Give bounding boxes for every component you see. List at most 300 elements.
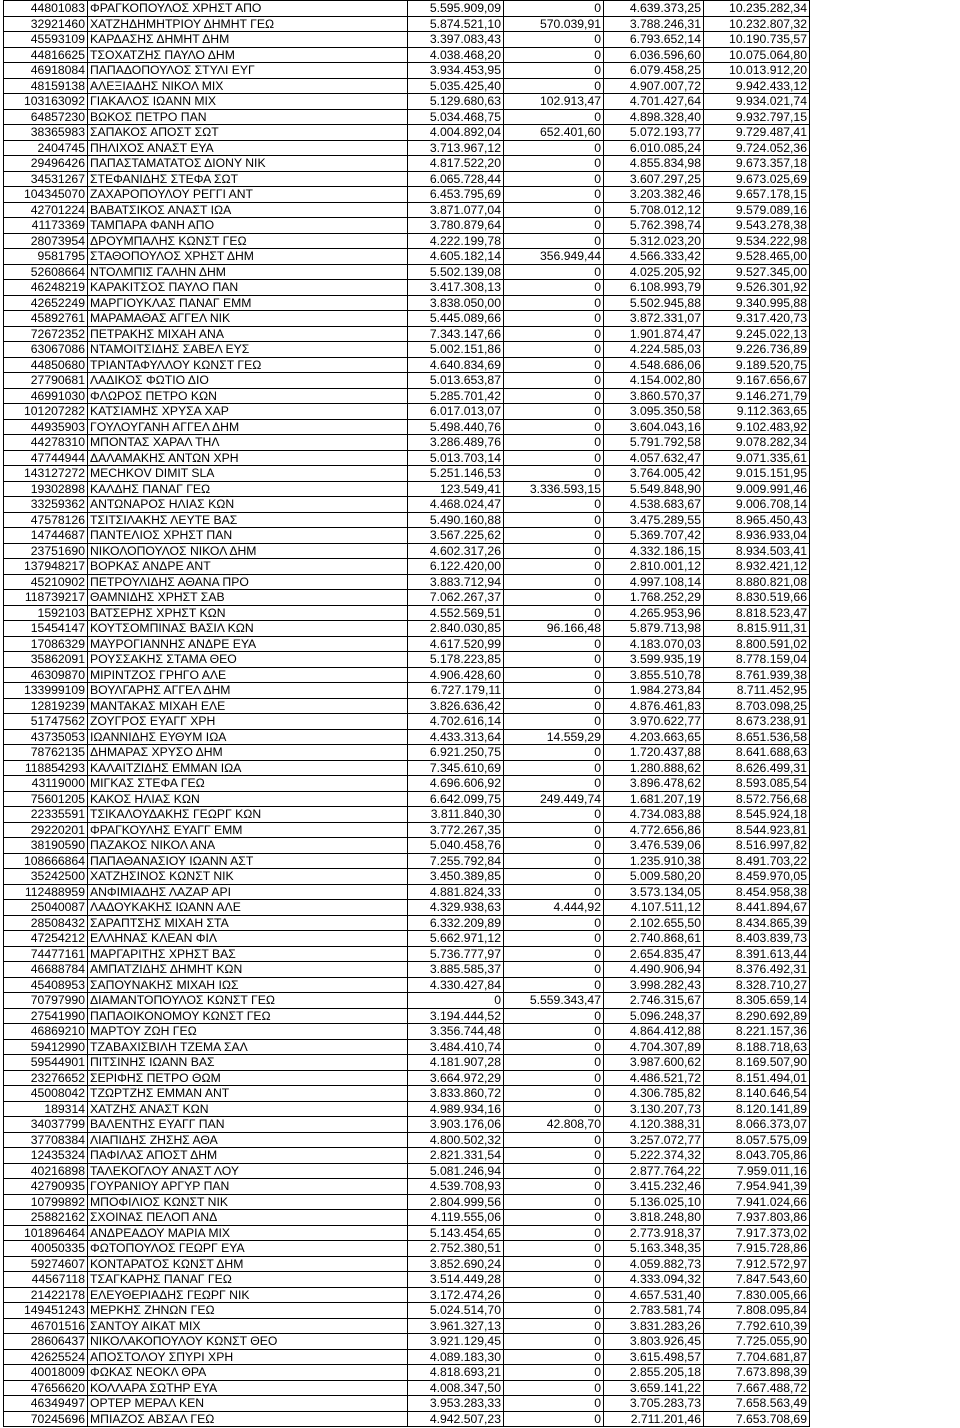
name-cell: ΝΤΑΜΟΙΤΣΙΔΗΣ ΣΑΒΕΛ ΕΥΣ — [88, 342, 408, 358]
total-cell: 9.527.345,00 — [704, 264, 810, 280]
amount-1-cell: 5.490.160,88 — [408, 512, 504, 528]
total-cell: 8.391.613,44 — [704, 946, 810, 962]
amount-3-cell: 1.681.207,19 — [604, 791, 704, 807]
spacer-cell — [810, 481, 954, 497]
total-cell: 7.917.373,02 — [704, 1225, 810, 1241]
id-cell: 42625524 — [4, 1349, 88, 1365]
spacer-cell — [810, 621, 954, 637]
amount-1-cell: 5.143.454,65 — [408, 1225, 504, 1241]
name-cell: ΑΝΤΩΝΑΡΟΣ ΗΛΙΑΣ ΚΩΝ — [88, 497, 408, 513]
table-row — [4, 140, 954, 156]
amount-2-cell: 0 — [504, 683, 604, 699]
id-cell: 75601205 — [4, 791, 88, 807]
spacer-cell — [810, 497, 954, 513]
data-table — [3, 0, 954, 1427]
amount-1-cell: 4.329.938,63 — [408, 900, 504, 916]
total-cell: 7.912.572,97 — [704, 1256, 810, 1272]
name-cell: ΤΖΑΒΑΧΙΣΒΙΛΗ ΤΖΕΜΑ ΣΑΛ — [88, 1039, 408, 1055]
id-cell: 44567118 — [4, 1272, 88, 1288]
amount-2-cell: 0 — [504, 187, 604, 203]
amount-1-cell: 4.605.182,14 — [408, 249, 504, 265]
amount-1-cell: 5.040.458,76 — [408, 838, 504, 854]
table-row — [4, 94, 954, 110]
id-cell: 45593109 — [4, 32, 88, 48]
name-cell: ΚΟΝΤΑΡΑΤΟΣ ΚΩΝΣΤ ΔΗΜ — [88, 1256, 408, 1272]
amount-1-cell: 5.024.514,70 — [408, 1303, 504, 1319]
name-cell: ΝΙΚΟΛΟΠΟΥΛΟΣ ΝΙΚΟΛ ΔΗΜ — [88, 543, 408, 559]
amount-2-cell: 0 — [504, 636, 604, 652]
total-cell: 9.245.022,13 — [704, 326, 810, 342]
total-cell: 8.932.421,12 — [704, 559, 810, 575]
name-cell: ΑΠΟΣΤΟΛΟΥ ΣΠΥΡΙ ΧΡΗ — [88, 1349, 408, 1365]
spacer-cell — [810, 404, 954, 420]
amount-3-cell: 3.987.600,62 — [604, 1055, 704, 1071]
total-cell: 8.651.536,58 — [704, 729, 810, 745]
name-cell: ΤΣΙΤΣΙΛΑΚΗΣ ΛΕΥΤΕ ΒΑΣ — [88, 512, 408, 528]
amount-3-cell: 2.711.201,46 — [604, 1411, 704, 1427]
table-row — [4, 1411, 954, 1427]
spacer-cell — [810, 931, 954, 947]
total-cell: 9.317.420,73 — [704, 311, 810, 327]
table-row — [4, 388, 954, 404]
amount-3-cell: 3.659.141,22 — [604, 1380, 704, 1396]
id-cell: 189314 — [4, 1101, 88, 1117]
amount-3-cell: 5.762.398,74 — [604, 218, 704, 234]
id-cell: 118739217 — [4, 590, 88, 606]
spacer-cell — [810, 388, 954, 404]
amount-2-cell: 0 — [504, 326, 604, 342]
table-row — [4, 931, 954, 947]
amount-3-cell: 3.764.005,42 — [604, 466, 704, 482]
amount-3-cell: 4.566.333,42 — [604, 249, 704, 265]
total-cell: 8.815.911,31 — [704, 621, 810, 637]
id-cell: 38365983 — [4, 125, 88, 141]
spacer-cell — [810, 652, 954, 668]
spacer-cell — [810, 807, 954, 823]
total-cell: 8.965.450,43 — [704, 512, 810, 528]
name-cell: ΔΑΛΑΜΑΚΗΣ ΑΝΤΩΝ ΧΡΗ — [88, 450, 408, 466]
id-cell: 45892761 — [4, 311, 88, 327]
amount-2-cell: 356.949,44 — [504, 249, 604, 265]
table-row — [4, 466, 954, 482]
amount-2-cell: 0 — [504, 1318, 604, 1334]
amount-1-cell: 4.602.317,26 — [408, 543, 504, 559]
amount-2-cell: 0 — [504, 1241, 604, 1257]
total-cell: 7.937.803,86 — [704, 1210, 810, 1226]
amount-2-cell: 0 — [504, 171, 604, 187]
id-cell: 19302898 — [4, 481, 88, 497]
spacer-cell — [810, 1117, 954, 1133]
amount-1-cell: 7.345.610,69 — [408, 760, 504, 776]
amount-3-cell: 3.607.297,25 — [604, 171, 704, 187]
spacer-cell — [810, 1101, 954, 1117]
name-cell: ΝΙΚΟΛΑΚΟΠΟΥΛΟΥ ΚΩΝΣΤ ΘΕΟ — [88, 1334, 408, 1350]
total-cell: 7.673.898,39 — [704, 1365, 810, 1381]
spacer-cell — [810, 884, 954, 900]
id-cell: 9581795 — [4, 249, 88, 265]
amount-1-cell: 5.445.089,66 — [408, 311, 504, 327]
total-cell: 8.120.141,89 — [704, 1101, 810, 1117]
amount-3-cell: 5.708.012,12 — [604, 202, 704, 218]
total-cell: 10.190.735,57 — [704, 32, 810, 48]
table-row — [4, 1380, 954, 1396]
amount-2-cell: 0 — [504, 1256, 604, 1272]
total-cell: 9.942.433,12 — [704, 78, 810, 94]
id-cell: 23751690 — [4, 543, 88, 559]
amount-3-cell: 3.615.498,57 — [604, 1349, 704, 1365]
name-cell: ΔΙΑΜΑΝΤΟΠΟΥΛΟΣ ΚΩΝΣΤ ΓΕΩ — [88, 993, 408, 1009]
spacer-cell — [810, 249, 954, 265]
spacer-cell — [810, 264, 954, 280]
total-cell: 8.403.839,73 — [704, 931, 810, 947]
name-cell: ΠΙΤΣΙΝΗΣ ΙΩΑΝΝ ΒΑΣ — [88, 1055, 408, 1071]
spacer-cell — [810, 32, 954, 48]
name-cell: ΣΑΡΑΠΤΣΗΣ ΜΙΧΑΗ ΣΤΑ — [88, 915, 408, 931]
amount-2-cell: 0 — [504, 1070, 604, 1086]
amount-1-cell: 3.852.690,24 — [408, 1256, 504, 1272]
name-cell: ΠΑΠΑΔΟΠΟΥΛΟΣ ΣΤΥΛΙ ΕΥΓ — [88, 63, 408, 79]
spacer-cell — [810, 1, 954, 17]
amount-2-cell: 0 — [504, 1334, 604, 1350]
amount-3-cell: 3.130.207,73 — [604, 1101, 704, 1117]
amount-1-cell: 3.826.636,42 — [408, 698, 504, 714]
id-cell: 27541990 — [4, 1008, 88, 1024]
amount-2-cell: 0 — [504, 946, 604, 962]
spacer-cell — [810, 342, 954, 358]
table-row — [4, 497, 954, 513]
amount-1-cell: 4.433.313,64 — [408, 729, 504, 745]
total-cell: 8.818.523,47 — [704, 605, 810, 621]
amount-1-cell: 5.178.223,85 — [408, 652, 504, 668]
amount-1-cell: 4.089.183,30 — [408, 1349, 504, 1365]
spacer-cell — [810, 1256, 954, 1272]
spacer-cell — [810, 760, 954, 776]
id-cell: 40050335 — [4, 1241, 88, 1257]
name-cell: ΣΤΕΦΑΝΙΔΗΣ ΣΤΕΦΑ ΣΩΤ — [88, 171, 408, 187]
total-cell: 8.328.710,27 — [704, 977, 810, 993]
spacer-cell — [810, 822, 954, 838]
table-row — [4, 1287, 954, 1303]
table-row — [4, 962, 954, 978]
amount-1-cell: 5.662.971,12 — [408, 931, 504, 947]
table-row — [4, 590, 954, 606]
amount-3-cell: 3.970.622,77 — [604, 714, 704, 730]
table-row — [4, 404, 954, 420]
amount-2-cell: 0 — [504, 574, 604, 590]
table-row — [4, 807, 954, 823]
name-cell: ΚΑΤΣΙΑΜΗΣ ΧΡΥΣΑ ΧΑΡ — [88, 404, 408, 420]
id-cell: 70797990 — [4, 993, 88, 1009]
amount-1-cell: 3.772.267,35 — [408, 822, 504, 838]
amount-1-cell: 4.942.507,23 — [408, 1411, 504, 1427]
spacer-cell — [810, 1039, 954, 1055]
spacer-cell — [810, 1055, 954, 1071]
id-cell: 43735053 — [4, 729, 88, 745]
amount-3-cell: 3.604.043,16 — [604, 419, 704, 435]
amount-1-cell: 3.780.879,64 — [408, 218, 504, 234]
table-row — [4, 683, 954, 699]
spacer-cell — [810, 605, 954, 621]
amount-3-cell: 5.791.792,58 — [604, 435, 704, 451]
table-row — [4, 636, 954, 652]
name-cell: ΒΑΛΕΝΤΗΣ ΕΥΑΓΓ ΠΑΝ — [88, 1117, 408, 1133]
total-cell: 8.290.692,89 — [704, 1008, 810, 1024]
table-row — [4, 1256, 954, 1272]
id-cell: 149451243 — [4, 1303, 88, 1319]
name-cell: ΖΑΧΑΡΟΠΟΥΛΟΥ ΡΕΓΓΙ ΑΝΤ — [88, 187, 408, 203]
amount-1-cell: 3.356.744,48 — [408, 1024, 504, 1040]
name-cell: MECHKOV DIMIT SLA — [88, 466, 408, 482]
amount-3-cell: 3.860.570,37 — [604, 388, 704, 404]
spacer-cell — [810, 171, 954, 187]
id-cell: 25040087 — [4, 900, 88, 916]
id-cell: 45408953 — [4, 977, 88, 993]
spacer-cell — [810, 993, 954, 1009]
table-row — [4, 1225, 954, 1241]
amount-1-cell: 5.736.777,97 — [408, 946, 504, 962]
id-cell: 74477161 — [4, 946, 88, 962]
table-row — [4, 884, 954, 900]
amount-1-cell: 4.818.693,21 — [408, 1365, 504, 1381]
amount-2-cell: 0 — [504, 1132, 604, 1148]
total-cell: 8.830.519,66 — [704, 590, 810, 606]
spacer-cell — [810, 125, 954, 141]
amount-1-cell: 3.664.972,29 — [408, 1070, 504, 1086]
spacer-cell — [810, 574, 954, 590]
name-cell: ΠΕΤΡΟΥΛΙΔΗΣ ΑΘΑΝΑ ΠΡΟ — [88, 574, 408, 590]
id-cell: 118854293 — [4, 760, 88, 776]
amount-1-cell: 4.539.708,93 — [408, 1179, 504, 1195]
name-cell: ΛΑΔΙΚΟΣ ΦΩΤΙΟ ΔΙΟ — [88, 373, 408, 389]
spacer-cell — [810, 187, 954, 203]
amount-1-cell: 3.417.308,13 — [408, 280, 504, 296]
name-cell: ΣΤΑΘΟΠΟΥΛΟΣ ΧΡΗΣΤ ΔΗΜ — [88, 249, 408, 265]
name-cell: ΠΕΤΡΑΚΗΣ ΜΙΧΑΗ ΑΝΑ — [88, 326, 408, 342]
amount-2-cell: 0 — [504, 295, 604, 311]
amount-2-cell: 0 — [504, 652, 604, 668]
id-cell: 104345070 — [4, 187, 88, 203]
amount-1-cell: 6.642.099,75 — [408, 791, 504, 807]
total-cell: 7.658.563,49 — [704, 1396, 810, 1412]
total-cell: 7.959.011,16 — [704, 1163, 810, 1179]
table-row — [4, 621, 954, 637]
total-cell: 9.015.151,95 — [704, 466, 810, 482]
table-row — [4, 559, 954, 575]
id-cell: 35242500 — [4, 869, 88, 885]
table-row — [4, 946, 954, 962]
id-cell: 27790681 — [4, 373, 88, 389]
amount-1-cell: 0 — [408, 993, 504, 1009]
amount-2-cell: 0 — [504, 543, 604, 559]
total-cell: 9.009.991,46 — [704, 481, 810, 497]
amount-3-cell: 4.306.785,82 — [604, 1086, 704, 1102]
amount-1-cell: 5.498.440,76 — [408, 419, 504, 435]
amount-2-cell: 0 — [504, 140, 604, 156]
id-cell: 46918084 — [4, 63, 88, 79]
table-row — [4, 1008, 954, 1024]
id-cell: 46248219 — [4, 280, 88, 296]
amount-3-cell: 4.772.656,86 — [604, 822, 704, 838]
amount-1-cell: 3.397.083,43 — [408, 32, 504, 48]
amount-3-cell: 4.704.307,89 — [604, 1039, 704, 1055]
amount-1-cell: 3.838.050,00 — [408, 295, 504, 311]
id-cell: 33259362 — [4, 497, 88, 513]
amount-3-cell: 4.490.906,94 — [604, 962, 704, 978]
amount-1-cell: 4.552.569,51 — [408, 605, 504, 621]
amount-1-cell: 7.062.267,37 — [408, 590, 504, 606]
name-cell: ΤΑΛΕΚΟΓΛΟΥ ΑΝΑΣΤ ΛΟΥ — [88, 1163, 408, 1179]
spacer-cell — [810, 1210, 954, 1226]
table-row — [4, 373, 954, 389]
amount-3-cell: 3.203.382,46 — [604, 187, 704, 203]
amount-1-cell: 5.285.701,42 — [408, 388, 504, 404]
amount-1-cell: 5.874.521,10 — [408, 16, 504, 32]
total-cell: 8.459.970,05 — [704, 869, 810, 885]
name-cell: ΜΕΡΚΗΣ ΖΗΝΩΝ ΓΕΩ — [88, 1303, 408, 1319]
amount-3-cell: 1.280.888,62 — [604, 760, 704, 776]
amount-3-cell: 4.120.388,31 — [604, 1117, 704, 1133]
amount-3-cell: 5.163.348,35 — [604, 1241, 704, 1257]
table-row — [4, 32, 954, 48]
amount-2-cell: 0 — [504, 264, 604, 280]
amount-3-cell: 3.705.283,73 — [604, 1396, 704, 1412]
name-cell: ΦΛΩΡΟΣ ΠΕΤΡΟ ΚΩΝ — [88, 388, 408, 404]
total-cell: 9.102.483,92 — [704, 419, 810, 435]
amount-2-cell: 3.336.593,15 — [504, 481, 604, 497]
amount-3-cell: 1.720.437,88 — [604, 745, 704, 761]
id-cell: 28606437 — [4, 1334, 88, 1350]
spacer-cell — [810, 435, 954, 451]
amount-1-cell: 4.989.934,16 — [408, 1101, 504, 1117]
amount-2-cell: 0 — [504, 404, 604, 420]
id-cell: 63067086 — [4, 342, 88, 358]
amount-1-cell: 3.286.489,76 — [408, 435, 504, 451]
amount-3-cell: 4.876.461,83 — [604, 698, 704, 714]
name-cell: ΒΟΡΚΑΣ ΑΝΔΡΕ ΑΝΤ — [88, 559, 408, 575]
amount-3-cell: 4.898.328,40 — [604, 109, 704, 125]
name-cell: ΓΙΑΚΑΛΟΣ ΙΩΑΝΝ ΜΙΧ — [88, 94, 408, 110]
id-cell: 46991030 — [4, 388, 88, 404]
amount-3-cell: 5.369.707,42 — [604, 528, 704, 544]
amount-2-cell: 0 — [504, 962, 604, 978]
amount-3-cell: 6.010.085,24 — [604, 140, 704, 156]
amount-3-cell: 3.788.246,31 — [604, 16, 704, 32]
amount-3-cell: 4.548.686,06 — [604, 357, 704, 373]
spacer-cell — [810, 838, 954, 854]
amount-2-cell: 0 — [504, 233, 604, 249]
table-row — [4, 1163, 954, 1179]
amount-1-cell: 7.343.147,66 — [408, 326, 504, 342]
name-cell: ΑΜΠΑΤΖΙΔΗΣ ΔΗΜΗΤ ΚΩΝ — [88, 962, 408, 978]
name-cell: ΣΑΝΤΟΥ ΑΙΚΑΤ ΜΙΧ — [88, 1318, 408, 1334]
total-cell: 8.936.933,04 — [704, 528, 810, 544]
amount-3-cell: 3.415.232,46 — [604, 1179, 704, 1195]
amount-2-cell: 0 — [504, 807, 604, 823]
amount-3-cell: 6.036.596,60 — [604, 47, 704, 63]
table-row — [4, 311, 954, 327]
amount-2-cell: 0 — [504, 884, 604, 900]
amount-2-cell: 0 — [504, 78, 604, 94]
spacer-cell — [810, 946, 954, 962]
total-cell: 9.673.025,69 — [704, 171, 810, 187]
amount-2-cell: 0 — [504, 512, 604, 528]
total-cell: 8.491.703,22 — [704, 853, 810, 869]
amount-1-cell: 4.008.347,50 — [408, 1380, 504, 1396]
amount-2-cell: 249.449,74 — [504, 791, 604, 807]
amount-2-cell: 0 — [504, 853, 604, 869]
amount-3-cell: 3.818.248,80 — [604, 1210, 704, 1226]
table-row — [4, 264, 954, 280]
amount-1-cell: 3.883.712,94 — [408, 574, 504, 590]
amount-3-cell: 2.877.764,22 — [604, 1163, 704, 1179]
amount-3-cell: 3.803.926,45 — [604, 1334, 704, 1350]
id-cell: 1592103 — [4, 605, 88, 621]
id-cell: 47656620 — [4, 1380, 88, 1396]
total-cell: 8.376.492,31 — [704, 962, 810, 978]
amount-3-cell: 5.009.580,20 — [604, 869, 704, 885]
amount-2-cell: 0 — [504, 280, 604, 296]
amount-2-cell: 0 — [504, 667, 604, 683]
table-row — [4, 280, 954, 296]
table-row — [4, 1303, 954, 1319]
amount-1-cell: 2.752.380,51 — [408, 1241, 504, 1257]
name-cell: ΠΑΝΤΕΛΙΟΣ ΧΡΗΣΤ ΠΑΝ — [88, 528, 408, 544]
amount-3-cell: 3.599.935,19 — [604, 652, 704, 668]
name-cell: ΦΡΑΓΚΟΥΛΗΣ ΕΥΑΓΓ ΕΜΜ — [88, 822, 408, 838]
amount-1-cell: 5.013.703,14 — [408, 450, 504, 466]
total-cell: 7.941.024,66 — [704, 1194, 810, 1210]
table-row — [4, 667, 954, 683]
amount-1-cell: 3.871.077,04 — [408, 202, 504, 218]
table-row — [4, 63, 954, 79]
id-cell: 17086329 — [4, 636, 88, 652]
spacer-cell — [810, 590, 954, 606]
id-cell: 78762135 — [4, 745, 88, 761]
amount-1-cell: 5.035.425,40 — [408, 78, 504, 94]
name-cell: ΧΑΤΖΗΔΗΜΗΤΡΙΟΥ ΔΗΜΗΤ ΓΕΩ — [88, 16, 408, 32]
total-cell: 9.189.520,75 — [704, 357, 810, 373]
total-cell: 8.703.098,25 — [704, 698, 810, 714]
total-cell: 8.043.705,86 — [704, 1148, 810, 1164]
table-row — [4, 543, 954, 559]
amount-2-cell: 0 — [504, 590, 604, 606]
id-cell: 40018009 — [4, 1365, 88, 1381]
amount-1-cell: 3.194.444,52 — [408, 1008, 504, 1024]
spacer-cell — [810, 1194, 954, 1210]
name-cell: ΜΑΝΤΑΚΑΣ ΜΙΧΑΗ ΕΛΕ — [88, 698, 408, 714]
total-cell: 8.151.494,01 — [704, 1070, 810, 1086]
table-row — [4, 1210, 954, 1226]
table-row — [4, 776, 954, 792]
spacer-cell — [810, 667, 954, 683]
spacer-cell — [810, 140, 954, 156]
id-cell: 32921460 — [4, 16, 88, 32]
table-row — [4, 419, 954, 435]
total-cell: 8.711.452,95 — [704, 683, 810, 699]
id-cell: 2404745 — [4, 140, 88, 156]
spacer-cell — [810, 1272, 954, 1288]
total-cell: 9.078.282,34 — [704, 435, 810, 451]
id-cell: 101896464 — [4, 1225, 88, 1241]
amount-1-cell: 4.617.520,99 — [408, 636, 504, 652]
name-cell: ΦΩΚΑΣ ΝΕΟΚΛ ΘΡΑ — [88, 1365, 408, 1381]
amount-2-cell: 0 — [504, 497, 604, 513]
amount-2-cell: 0 — [504, 63, 604, 79]
amount-2-cell: 0 — [504, 760, 604, 776]
spacer-cell — [810, 47, 954, 63]
amount-2-cell: 96.166,48 — [504, 621, 604, 637]
name-cell: ΔΡΟΥΜΠΑΛΗΣ ΚΩΝΣΤ ΓΕΩ — [88, 233, 408, 249]
